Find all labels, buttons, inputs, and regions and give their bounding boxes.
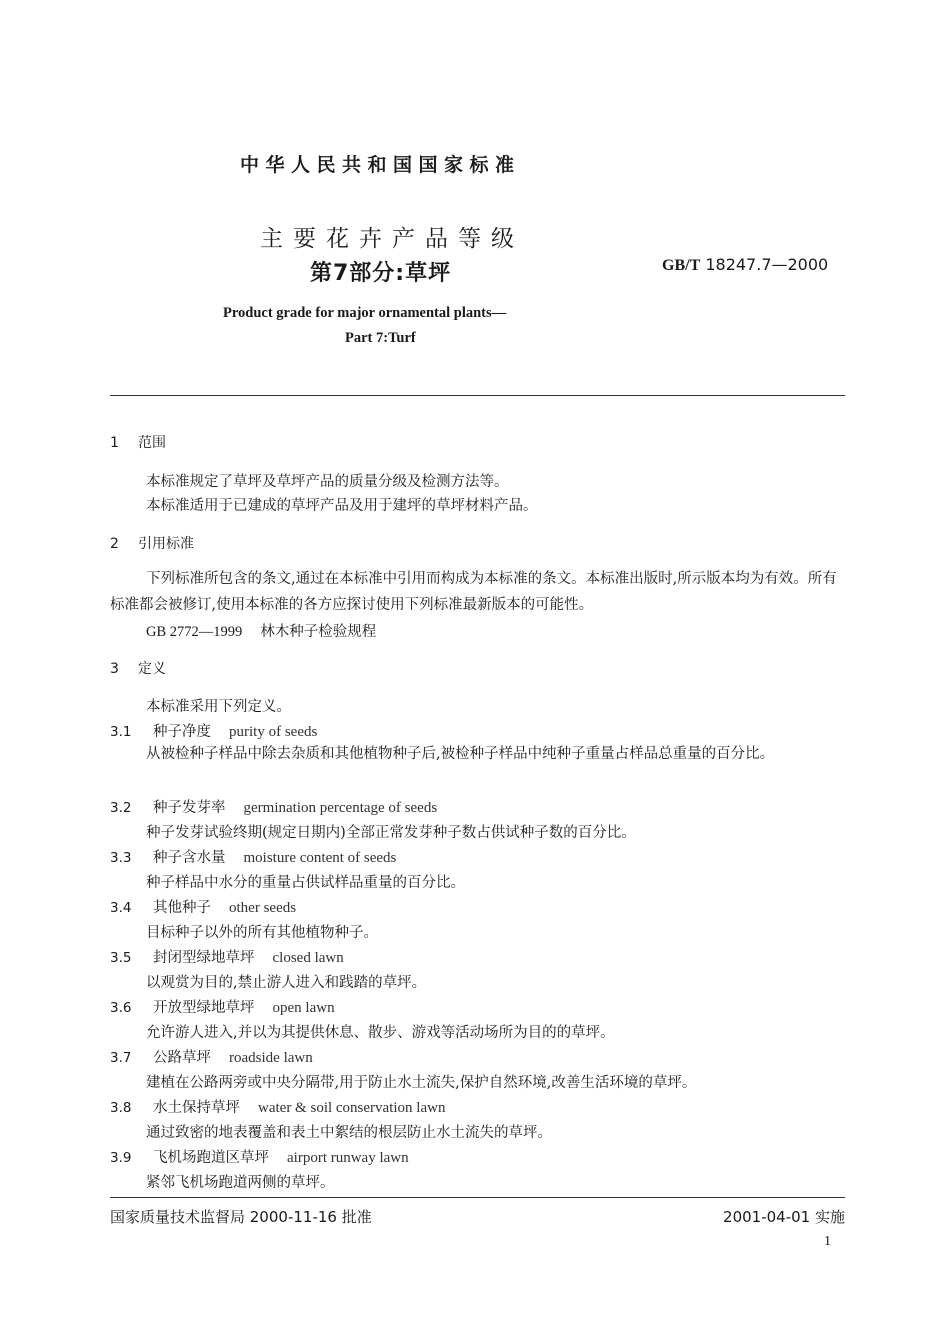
term-heading <box>110 720 317 741</box>
term-heading <box>110 946 344 967</box>
term-zh: 水土保持草坪 <box>153 1100 240 1116</box>
term-zh: 封闭型绿地草坪 <box>153 950 255 966</box>
document-subtitle: 第7部分:草坪 <box>310 261 452 286</box>
section-number: 3 <box>110 661 119 677</box>
term-en: moisture content of seeds <box>243 850 397 866</box>
term-en: purity of seeds <box>229 724 318 740</box>
effective-date: 2001-04-01 实施 <box>723 1208 845 1226</box>
section-3-heading <box>110 658 166 678</box>
term-heading <box>110 896 296 917</box>
reference-title: 林木种子检验规程 <box>260 624 377 640</box>
term-number: 3.2 <box>110 800 132 816</box>
term-definition: 通过致密的地表覆盖和表土中絮结的根层防止水土流失的草坪。 <box>146 1125 552 1141</box>
footer-divider <box>110 1197 845 1198</box>
paragraph: 本标准适用于已建成的草坪产品及用于建坪的草坪材料产品。 <box>146 498 538 514</box>
paragraph: 下列标准所包含的条文,通过在本标准中引用而构成为本标准的条文。本标准出版时,所示版本均为有效。所有标准都会被修订,使用本标准的各方应探讨使用下列标准最新版本的可能性。 <box>110 571 837 613</box>
section-title: 定义 <box>138 661 166 677</box>
term-zh: 种子含水量 <box>153 850 226 866</box>
term-number: 3.9 <box>110 1150 132 1166</box>
term-number: 3.3 <box>110 850 132 866</box>
term-en: germination percentage of seeds <box>243 800 438 816</box>
term-definition: 种子样品中水分的重量占供试样品重量的百分比。 <box>146 875 465 891</box>
standard-code-number: 18247.7—2000 <box>705 255 829 274</box>
term-definition: 建植在公路两旁或中央分隔带,用于防止水土流失,保护自然环境,改善生活环境的草坪。 <box>146 1075 697 1091</box>
term-heading <box>110 796 437 817</box>
term-heading <box>110 996 335 1017</box>
term-number: 3.4 <box>110 900 132 916</box>
reference-code: GB 2772—1999 <box>146 624 243 640</box>
term-zh: 其他种子 <box>153 900 211 916</box>
paragraph: 本标准规定了草坪及草坪产品的质量分级及检测方法等。 <box>146 474 509 490</box>
section-title: 范围 <box>138 435 166 451</box>
term-number: 3.6 <box>110 1000 132 1016</box>
term-definition: 目标种子以外的所有其他植物种子。 <box>146 925 378 941</box>
term-definition: 种子发芽试验终期(规定日期内)全部正常发芽种子数占供试种子数的百分比。 <box>146 825 636 841</box>
term-zh: 开放型绿地草坪 <box>153 1000 255 1016</box>
standard-code-prefix: GB/T <box>662 257 701 274</box>
english-title-line1: Product grade for major ornamental plants— <box>223 305 507 321</box>
term-en: closed lawn <box>272 950 344 966</box>
term-en: open lawn <box>272 1000 335 1016</box>
english-title-line2: Part 7:Turf <box>345 330 416 346</box>
issued-date: 国家质量技术监督局 2000-11-16 批准 <box>110 1208 372 1226</box>
header-divider <box>110 395 845 396</box>
section-1-heading <box>110 432 166 452</box>
term-definition: 以观赏为目的,禁止游人进入和践踏的草坪。 <box>146 975 427 991</box>
term-number: 3.7 <box>110 1050 132 1066</box>
term-en: airport runway lawn <box>287 1150 409 1166</box>
section-2-heading <box>110 533 194 553</box>
term-zh: 种子净度 <box>153 724 211 740</box>
term-en: roadside lawn <box>229 1050 313 1066</box>
term-heading <box>110 1096 445 1117</box>
section-title: 引用标准 <box>138 536 194 552</box>
term-zh: 种子发芽率 <box>153 800 226 816</box>
section-number: 2 <box>110 536 119 552</box>
normative-reference <box>146 620 376 641</box>
document-title: 主要花卉产品等级 <box>260 226 524 252</box>
term-definition: 紧邻飞机场跑道两侧的草坪。 <box>146 1175 335 1191</box>
page-number: 1 <box>824 1234 831 1249</box>
term-zh: 飞机场跑道区草坪 <box>153 1150 269 1166</box>
national-standard-heading: 中华人民共和国国家标准 <box>240 154 521 176</box>
term-definition: 从被检种子样品中除去杂质和其他植物种子后,被检种子样品中纯种子重量占样品总重量的百分比。 <box>146 746 775 762</box>
term-en: water & soil conservation lawn <box>258 1100 446 1116</box>
term-zh: 公路草坪 <box>153 1050 211 1066</box>
term-definition: 允许游人进入,并以为其提供休息、散步、游戏等活动场所为目的的草坪。 <box>146 1025 615 1041</box>
term-number: 3.5 <box>110 950 132 966</box>
standard-code <box>662 255 828 275</box>
term-number: 3.1 <box>110 724 132 740</box>
term-number: 3.8 <box>110 1100 132 1116</box>
term-heading <box>110 846 396 867</box>
paragraph: 本标准采用下列定义。 <box>146 699 291 715</box>
term-heading <box>110 1046 313 1067</box>
term-en: other seeds <box>229 900 297 916</box>
term-heading <box>110 1146 409 1167</box>
section-number: 1 <box>110 435 119 451</box>
